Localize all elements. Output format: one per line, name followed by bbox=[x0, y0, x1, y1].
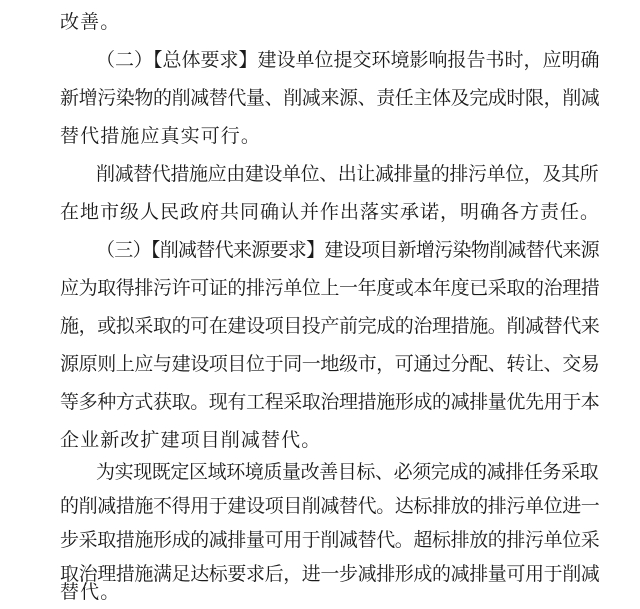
text-line: （三）【削减替代来源要求】建设项目新增污染物削减替代来源 bbox=[96, 239, 599, 261]
text-line: 替代措施应真实可行。 bbox=[60, 125, 262, 147]
text-line: 在地市级人民政府共同确认并作出落实承诺，明确各方责任。 bbox=[60, 201, 601, 223]
text-line: 应为取得排污许可证的排污单位上一年度或本年度已采取的治理措 bbox=[60, 277, 600, 299]
text-line: 的削减措施不得用于建设项目削减替代。达标排放的排污单位进一 bbox=[60, 495, 600, 517]
text-line: 替代。 bbox=[60, 581, 121, 603]
text-line: 施，或拟采取的可在建设项目投产前完成的治理措施。削减替代来 bbox=[60, 315, 600, 337]
text-line: 改善。 bbox=[60, 11, 121, 33]
text-line: 新增污染物的削减替代量、削减来源、责任主体及完成时限，削减 bbox=[60, 87, 600, 109]
text-line: 等多种方式获取。现有工程采取治理措施形成的减排量优先用于本 bbox=[60, 391, 600, 413]
text-line: 削减替代措施应由建设单位、出让减排量的排污单位，及其所 bbox=[96, 163, 599, 185]
text-line: 源原则上应与建设项目位于同一地级市，可通过分配、转让、交易 bbox=[60, 353, 600, 375]
text-line: （二）【总体要求】建设单位提交环境影响报告书时，应明确 bbox=[96, 49, 600, 71]
text-line: 步采取措施形成的减排量可用于削减替代。超标排放的排污单位采 bbox=[60, 529, 600, 551]
text-line: 企业新改扩建项目削减替代。 bbox=[60, 429, 322, 451]
text-line: 为实现既定区域环境质量改善目标、必须完成的减排任务采取 bbox=[96, 461, 599, 483]
text-line: 取治理措施满足达标要求后，进一步减排形成的减排量可用于削减 bbox=[60, 563, 600, 585]
